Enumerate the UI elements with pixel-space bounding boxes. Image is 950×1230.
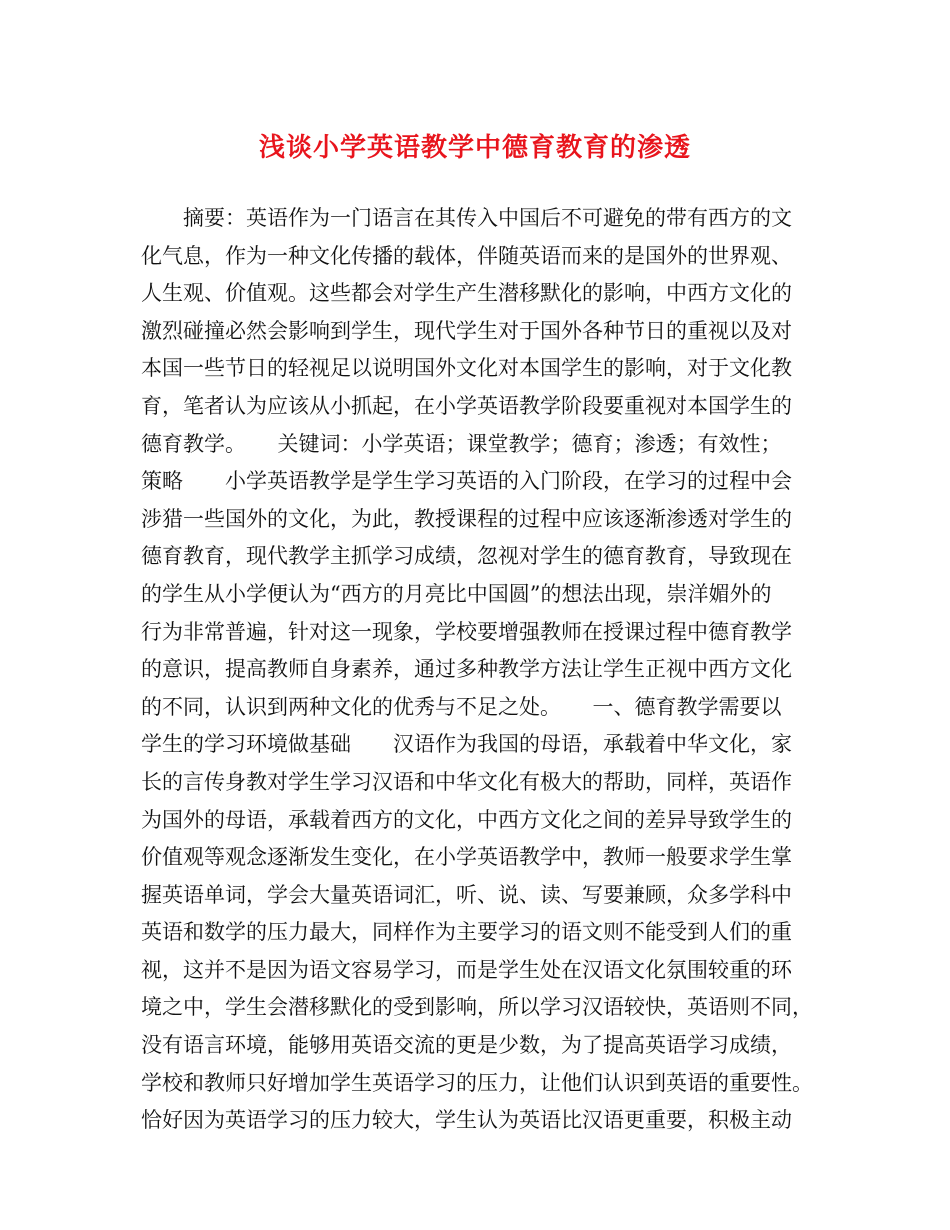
body-line: 学生的学习环境做基础 汉语作为我国的母语，承载着中华文化，家 [141, 732, 792, 757]
body-line: 的意识，提高教师自身素养，通过多种教学方法让学生正视中西方文化 [141, 657, 792, 682]
body-line: 策略 小学英语教学是学生学习英语的入门阶段，在学习的过程中会 [141, 469, 792, 494]
body-line: 的不同，认识到两种文化的优秀与不足之处。 一、德育教学需要以 [141, 694, 782, 719]
document-body [141, 200, 831, 1140]
body-line: 的学生从小学便认为“西方的月亮比中国圆”的想法出现，崇洋媚外的 [141, 581, 772, 606]
body-line: 英语和数学的压力最大，同样作为主要学习的语文则不能受到人们的重 [141, 920, 792, 945]
body-line: 没有语言环境，能够用英语交流的更是少数，为了提高英语学习成绩， [141, 1033, 792, 1058]
body-line: 行为非常普遍，针对这一现象，学校要增强教师在授课过程中德育教学 [141, 619, 792, 644]
body-line: 恰好因为英语学习的压力较大，学生认为英语比汉语更重要，积极主动 [141, 1108, 792, 1133]
body-line: 摘要：英语作为一门语言在其传入中国后不可避免的带有西方的文 [141, 206, 792, 230]
body-line: 视，这并不是因为语文容易学习，而是学生处在汉语文化氛围较重的环 [141, 957, 792, 982]
body-line: 育，笔者认为应该从小抓起，在小学英语教学阶段要重视对本国学生的 [141, 393, 792, 418]
body-line: 人生观、价值观。这些都会对学生产生潜移默化的影响，中西方文化的 [141, 281, 792, 306]
body-line: 德育教育，现代教学主抓学习成绩，忽视对学生的德育教育，导致现在 [141, 544, 792, 569]
body-line: 学校和教师只好增加学生英语学习的压力，让他们认识到英语的重要性。 [141, 1070, 813, 1095]
body-line: 激烈碰撞必然会影响到学生，现代学生对于国外各种节日的重视以及对 [141, 318, 792, 343]
body-line: 涉猎一些国外的文化，为此，教授课程的过程中应该逐渐渗透对学生的 [141, 506, 792, 531]
body-line: 本国一些节日的轻视足以说明国外文化对本国学生的影响，对于文化教 [141, 356, 792, 381]
body-line: 握英语单词，学会大量英语词汇，听、说、读、写要兼顾，众多学科中 [141, 882, 792, 907]
body-line: 境之中，学生会潜移默化的受到影响，所以学习汉语较快，英语则不同， [141, 995, 813, 1020]
body-line: 化气息，作为一种文化传播的载体，伴随英语而来的是国外的世界观、 [141, 243, 792, 268]
body-line: 为国外的母语，承载着西方的文化，中西方文化之间的差异导致学生的 [141, 807, 792, 832]
body-line: 长的言传身教对学生学习汉语和中华文化有极大的帮助，同样，英语作 [141, 769, 792, 794]
body-line: 德育教学。 关键词：小学英语；课堂教学；德育；渗透；有效性； [141, 431, 782, 456]
document-title: 浅谈小学英语教学中德育教育的渗透 [258, 133, 691, 163]
body-line: 价值观等观念逐渐发生变化，在小学英语教学中，教师一般要求学生掌 [141, 845, 792, 870]
